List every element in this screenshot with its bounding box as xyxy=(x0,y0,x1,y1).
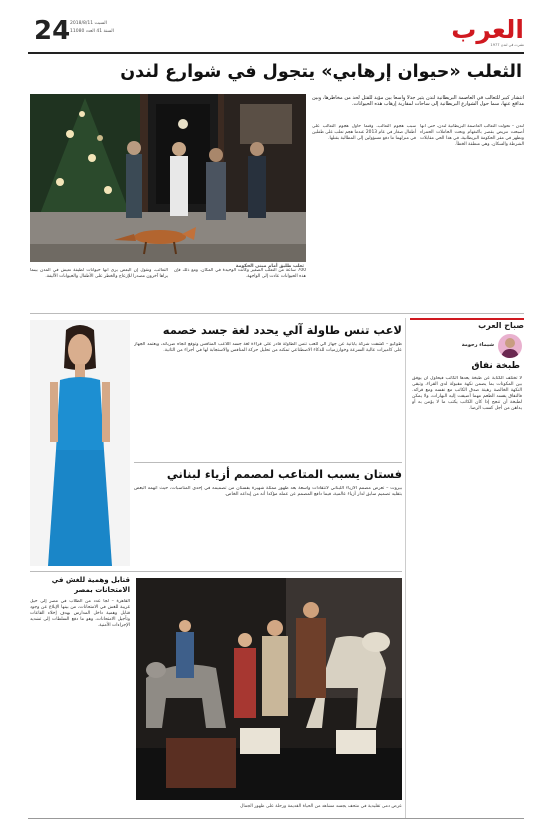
exam-headline: قنابل وهمية للغش في الامتحانات بمصر xyxy=(51,576,130,594)
fox-body-col3: 700 ساعة من الثعلب الصغير وكانت الوحيدة في المكان. ومع ذلك فإن هذه الحيوانات عادت إلى الواجهة. xyxy=(174,268,306,279)
section-divider-2 xyxy=(134,462,402,463)
logo-text: العرب xyxy=(451,15,524,44)
section-divider-1 xyxy=(30,313,524,314)
fox-photo xyxy=(30,94,306,262)
tennis-body: طوكيو – كشفت شركة يابانية عن جهاز آلي للعب تنس الطاولة قادر على قراءة لغة جسد اللاعب المنافس وتوقع اتجاه ضرباته، ويعتمد الجهاز على كاميرات عالية السرعة وخوارزميات للذكاء الاصطناعي تمكنه من تحليل حركة المنافس والاستجابة لها في أجزاء من الثانية. xyxy=(134,342,402,354)
author-avatar xyxy=(498,334,522,358)
section-divider-3 xyxy=(30,571,402,572)
fox-body-col2: سبب هجوم الثعالب، وقتما حاول هجوم الثعالب على أطفال صغار في عام 2013 عندما هجم ثعلب على طفلين في منزلهما ما دفع مسؤولين إلى المطالبة بقتلها. xyxy=(312,124,416,141)
logo xyxy=(424,16,524,46)
author-portrait-icon xyxy=(498,334,522,358)
tennis-headline: لاعب تنس طاولة آلي يحدد لغة جسد خصمه xyxy=(162,323,402,337)
page-number: 24 xyxy=(34,16,71,46)
masthead xyxy=(22,16,530,50)
exam-body: القاهرة – لجأ عدد من الطلاب في مصر إلى حيل غريبة للغش في الامتحانات، من بينها الإبلاغ عن وجود قنابل وهمية داخل المدارس بهدف إخلاء القاعات وتأجيل الامتحانات، وهو ما دفع السلطات إلى تشديد الإجراءات الأمنية. xyxy=(30,599,130,628)
fox-scene-illustration xyxy=(30,94,306,262)
puppets-caption: عرض دمى تقليدية في متحف يجسد مشاهد من الحياة القديمة ورحلة على ظهور الجمال xyxy=(240,804,402,809)
actress-photo xyxy=(30,320,130,566)
section-label: صباح العرب xyxy=(410,318,524,332)
column-title: طبخة نفاق xyxy=(471,361,520,371)
dress-headline: فستان يسبب المتاعب لمصمم أزياء لبناني xyxy=(166,467,402,481)
fox-lead: انتشار كبير للثعالب في العاصمة البريطانية لندن يثير جدلا واسعا بين مؤيد للقتل لحد من مخاطرها، وبين مدافع عنها، سما حول الشوارع البريطانية إلى ساحات لمقاربة إرهاب هذه الحيوانات. xyxy=(312,95,524,108)
fox-headline: الثعلب «حيوان إرهابي» يتجول في شوارع لندن xyxy=(120,62,522,82)
issue-number: السنة 41 العدد 11080 xyxy=(70,29,114,34)
column-body: لا تختلف الكتابة عن طبخة يعدها الكاتب فيحاول أن يوفق بين المكونات بما يضمن نكهة مقبولة لدى القراء، وتبقى النكهة الخالصة رهينة صدق الكاتب مع نفسه ومع قرائه. فالنفاق يفسد الطعم مهما أضيفت إليه البهارات، ولا يمكن لطبخة أن تنجح إذا كان الكاتب يكتب ما لا يؤمن به أو يداهن من أجل كسب الرضا. xyxy=(412,376,522,412)
masthead-rule xyxy=(28,52,524,54)
issue-date: السبت 2018/8/11 xyxy=(70,21,107,26)
fox-body-col1: لندن – تحولت الثعالب العاصمة البريطانية لندن، حتى أنها أصبحت تتريض بقصر باكنغهام وتحت الحاملات الحمراء وتظهر في مقر الحكومة البريطانية، في هذا الحي مقابلات الشرطة والسكان. وهي منطقة الخطأ. xyxy=(420,124,524,147)
logo-tagline: نشرت في لندن 1977 xyxy=(490,43,524,47)
puppets-illustration xyxy=(136,578,402,800)
puppets-photo xyxy=(136,578,402,800)
column-divider xyxy=(405,318,406,818)
dress-body: بيروت – تعرض مصمم الأزياء اللبناني لانتقادات واسعة بعد ظهور ممثلة شهيرة بفستان من تصميمه في إحدى المناسبات، حيث اتهمه البعض بتقليد تصميم سابق لدار أزياء عالمية، فيما دافع المصمم عن عمله مؤكدا أنه من إبداعه الخاص. xyxy=(134,486,402,498)
opinion-column xyxy=(410,318,524,818)
fox-photo-caption: ثعلب طليق أمام مبنى الحكومة xyxy=(235,264,304,269)
fox-body-col4: الثعالب، وتقول إن البعض يرى أنها حيوانات لطيفة تعيش في المدن بينما يراها آخرون مصدرا للإزعاج والخطر على الأطفال والحيوانات الأليفة. xyxy=(30,268,168,279)
exam-story xyxy=(30,576,130,816)
author-name: شيماء رحومة xyxy=(461,342,494,348)
footer-rule xyxy=(28,818,524,819)
actress-illustration xyxy=(30,320,130,566)
